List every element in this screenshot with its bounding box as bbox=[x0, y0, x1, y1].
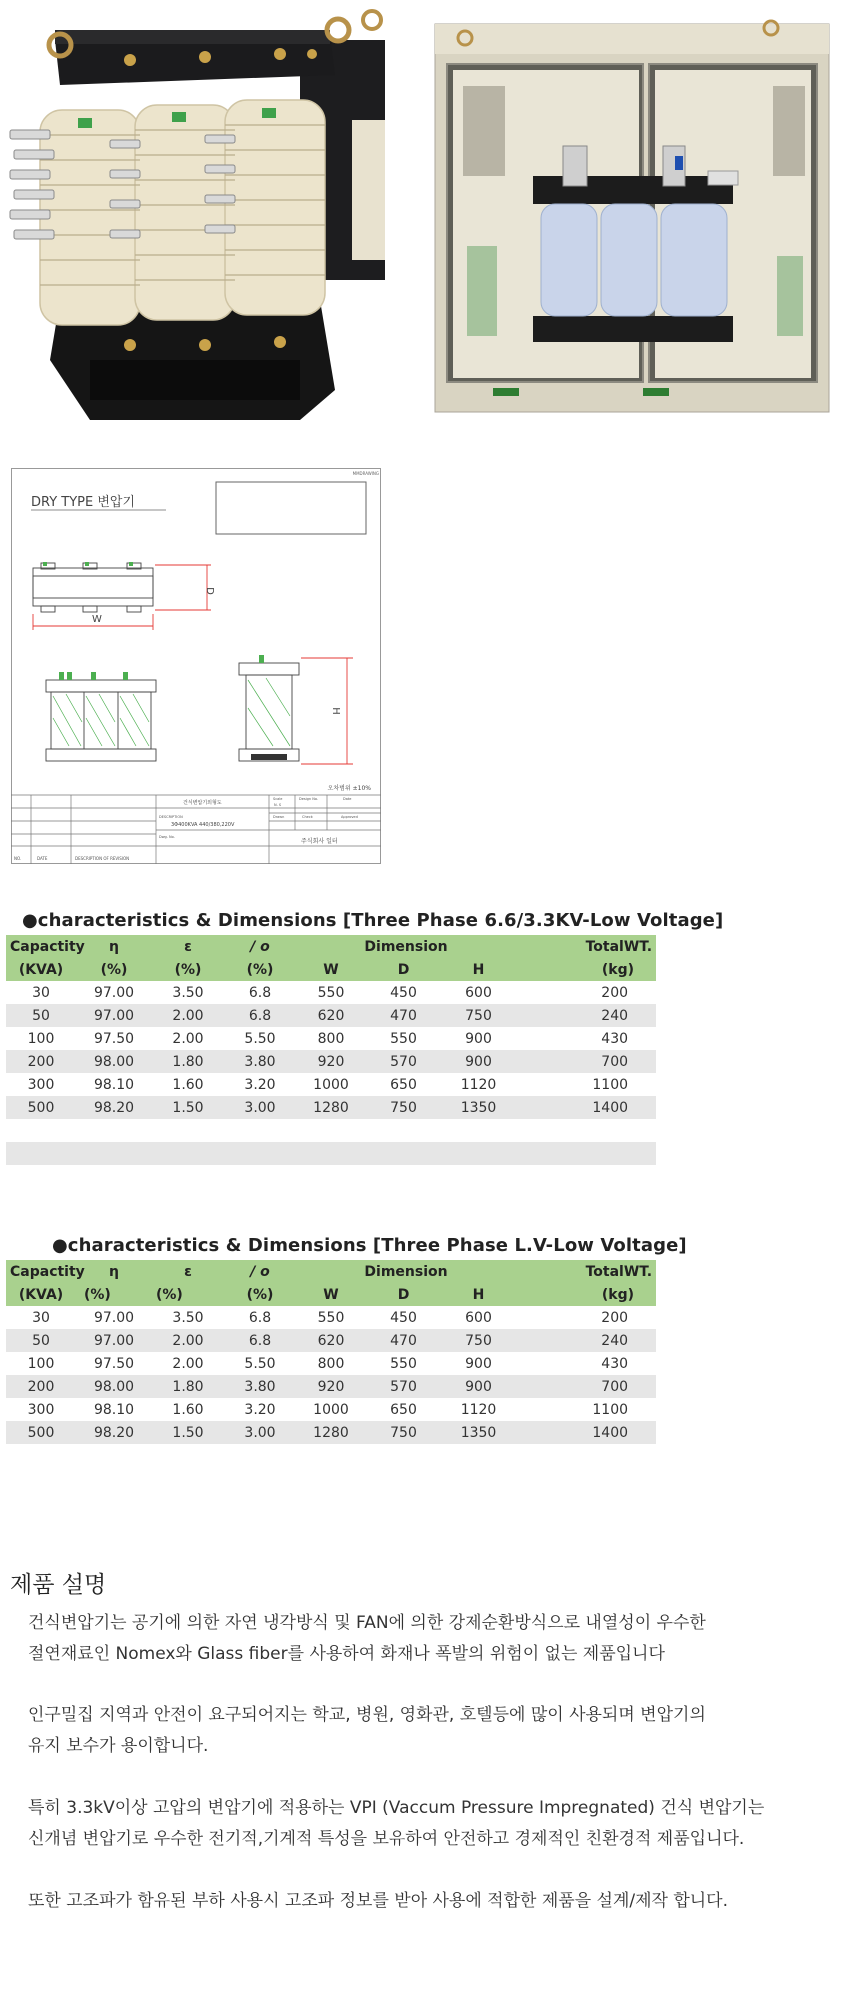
table-cell: 3.00 bbox=[224, 1421, 296, 1444]
table-cell: 200 bbox=[601, 1309, 629, 1326]
unit-w: W bbox=[323, 961, 339, 978]
table-cell: 620 bbox=[296, 1329, 366, 1352]
col-io: / o bbox=[250, 938, 270, 955]
table-cell bbox=[6, 1119, 76, 1142]
table2-title: ●characteristics & Dimensions [Three Phase L.V-Low Voltage] bbox=[52, 1235, 687, 1256]
unit-kva: (KVA) bbox=[18, 961, 64, 978]
table-cell bbox=[441, 1119, 516, 1142]
table-cell bbox=[516, 1142, 656, 1165]
table-cell: 1400 bbox=[516, 1421, 656, 1444]
table-cell: 50 bbox=[6, 1004, 76, 1027]
unit-d: D bbox=[397, 1286, 410, 1303]
table-cell: 6.8 bbox=[248, 984, 272, 1001]
table-cell: 98.20 bbox=[76, 1096, 152, 1119]
table-cell: 900 bbox=[465, 1355, 492, 1372]
table-cell bbox=[76, 1142, 152, 1165]
table-cell: 750 bbox=[441, 1329, 516, 1352]
field-date: Date bbox=[343, 797, 352, 801]
table-cell: 470 bbox=[366, 1329, 441, 1352]
table-cell: 1100 bbox=[592, 1401, 629, 1418]
field-description: DESCRIPTION bbox=[159, 815, 183, 819]
outline-drawing bbox=[11, 468, 381, 864]
unit-pct: (%) bbox=[84, 1286, 111, 1303]
col-impedance: ε bbox=[184, 1263, 192, 1280]
table-cell: 3.20 bbox=[244, 1401, 276, 1418]
table-cell: 100 bbox=[27, 1030, 55, 1047]
table-header-row bbox=[6, 1260, 656, 1283]
unit-pct: (%) bbox=[246, 1286, 274, 1303]
spec-table-lv bbox=[6, 1260, 656, 1444]
table-cell: 300 bbox=[27, 1401, 55, 1418]
table-cell: 750 bbox=[441, 1004, 516, 1027]
unit-kg: (kg) bbox=[601, 1286, 635, 1303]
description-paragraph bbox=[28, 1886, 848, 1917]
table-header-row bbox=[6, 935, 656, 958]
table-cell: 97.50 bbox=[93, 1355, 135, 1372]
table1-title: ●characteristics & Dimensions [Three Phase 6.6/3.3KV-Low Voltage] bbox=[22, 910, 724, 931]
table-cell: 1000 bbox=[313, 1076, 349, 1093]
table-cell: 3.80 bbox=[224, 1375, 296, 1398]
table-cell: 900 bbox=[465, 1030, 492, 1047]
col-impedance: ε bbox=[184, 938, 192, 955]
table-cell: 200 bbox=[6, 1375, 76, 1398]
drawing-title: DRY TYPE 변압기 bbox=[31, 495, 136, 510]
unit-pct: (%) bbox=[156, 1286, 183, 1303]
table-cell: 200 bbox=[601, 984, 629, 1001]
unit-pct: (%) bbox=[246, 961, 274, 978]
field-check: Check bbox=[302, 815, 313, 819]
table-cell: 3.00 bbox=[224, 1096, 296, 1119]
table-cell: 1.60 bbox=[172, 1076, 204, 1093]
table-cell: 1.50 bbox=[152, 1421, 224, 1444]
col-efficiency: η bbox=[109, 938, 119, 955]
table-cell: 600 bbox=[465, 1309, 492, 1326]
table-cell: 430 bbox=[601, 1355, 629, 1372]
col-io: / o bbox=[250, 1263, 270, 1280]
unit-pct: (%) bbox=[174, 961, 202, 978]
transformer-core-photo bbox=[0, 0, 385, 430]
table-cell: 2.00 bbox=[172, 1355, 204, 1372]
table-cell: 6.8 bbox=[224, 1329, 296, 1352]
table-cell: 450 bbox=[390, 984, 417, 1001]
table-cell: 470 bbox=[366, 1004, 441, 1027]
table-row bbox=[6, 1142, 656, 1165]
table-cell: 200 bbox=[6, 1050, 76, 1073]
rev-description: DESCRIPTION OF REVISION bbox=[75, 856, 130, 861]
table-cell bbox=[6, 1142, 76, 1165]
table-cell: 700 bbox=[516, 1375, 656, 1398]
description-paragraph bbox=[28, 1700, 848, 1762]
field-design: Design No. bbox=[299, 797, 319, 801]
table-cell bbox=[441, 1142, 516, 1165]
table-row bbox=[6, 1398, 656, 1421]
dim-d-label: D bbox=[204, 587, 215, 595]
description-paragraph bbox=[28, 1608, 848, 1670]
transformer-cabinet-photo bbox=[433, 16, 831, 414]
dim-h-label: H bbox=[330, 707, 341, 715]
table-cell: 97.50 bbox=[93, 1030, 135, 1047]
spec-table-6kv bbox=[6, 935, 656, 1165]
table-cell: 98.00 bbox=[76, 1050, 152, 1073]
table-cell: 97.00 bbox=[93, 984, 135, 1001]
company-name: 주식회사 일터 bbox=[301, 838, 338, 845]
dim-w-label: W bbox=[92, 614, 102, 625]
table-cell: 800 bbox=[317, 1355, 345, 1372]
table-cell: 97.00 bbox=[76, 1329, 152, 1352]
unit-w: W bbox=[323, 1286, 339, 1303]
table-cell: 1120 bbox=[460, 1076, 497, 1093]
spec-text: 3Φ400KVA 440/380,220V bbox=[171, 822, 235, 828]
description-line: 절연재료인 Nomex와 Glass fiber를 사용하여 화재나 폭발의 위험이 없는 제품입니다 bbox=[28, 1644, 665, 1664]
table-cell bbox=[224, 1119, 296, 1142]
table-cell: 750 bbox=[366, 1421, 441, 1444]
table-cell: 650 bbox=[390, 1401, 417, 1418]
unit-kva: (KVA) bbox=[18, 1286, 64, 1303]
table-cell: 570 bbox=[366, 1375, 441, 1398]
table-cell: 620 bbox=[296, 1004, 366, 1027]
table-unit-row bbox=[6, 1283, 656, 1306]
table-cell: 920 bbox=[296, 1375, 366, 1398]
table-cell bbox=[76, 1119, 152, 1142]
table-cell: 6.8 bbox=[248, 1309, 272, 1326]
col-totalwt: TotalWT. bbox=[585, 1263, 653, 1280]
table-cell: 920 bbox=[296, 1050, 366, 1073]
table-cell: 300 bbox=[27, 1076, 55, 1093]
table-cell: 1100 bbox=[592, 1076, 629, 1093]
table-row bbox=[6, 1027, 656, 1050]
unit-d: D bbox=[397, 961, 410, 978]
table-cell: 550 bbox=[390, 1355, 417, 1372]
table-cell: 550 bbox=[317, 1309, 345, 1326]
table-cell: 650 bbox=[390, 1076, 417, 1093]
col-capacity: Capactity bbox=[10, 938, 85, 955]
description-line: 특히 3.3kV이상 고압의 변압기에 적용하는 VPI (Vaccum Pressure Impregnated) 건식 변압기는 bbox=[28, 1798, 765, 1818]
unit-h: H bbox=[472, 961, 485, 978]
table-cell: 97.00 bbox=[93, 1309, 135, 1326]
table-row bbox=[6, 1352, 656, 1375]
col-totalwt: TotalWT. bbox=[585, 938, 653, 955]
table-cell: 30 bbox=[32, 1309, 50, 1326]
description-line: 또한 고조파가 함유된 부하 사용시 고조파 정보를 받아 사용에 적합한 제품을 설계/제작 합니다. bbox=[28, 1891, 729, 1911]
field-drawn: Drawn bbox=[273, 815, 285, 819]
table-cell: 5.50 bbox=[244, 1355, 276, 1372]
table-cell bbox=[366, 1119, 441, 1142]
table-cell: 1400 bbox=[516, 1096, 656, 1119]
table-cell: 6.8 bbox=[224, 1004, 296, 1027]
table-cell: 1.50 bbox=[152, 1096, 224, 1119]
tolerance-note: 오차범위 ±10% bbox=[327, 785, 371, 792]
table-cell: 100 bbox=[27, 1355, 55, 1372]
description-line: 건식변압기는 공기에 의한 자연 냉각방식 및 FAN에 의한 강제순환방식으로 내열성이 우수한 bbox=[28, 1613, 706, 1633]
table-cell: 98.10 bbox=[93, 1401, 135, 1418]
table-cell bbox=[366, 1142, 441, 1165]
table-cell: 900 bbox=[441, 1050, 516, 1073]
table-cell: 3.50 bbox=[172, 984, 204, 1001]
table-cell: 98.00 bbox=[76, 1375, 152, 1398]
table-unit-row bbox=[6, 958, 656, 981]
table-cell: 2.00 bbox=[152, 1004, 224, 1027]
col-dimension: Dimension bbox=[364, 1263, 448, 1280]
rev-no: NO. bbox=[14, 856, 22, 861]
doc-number: MMDRAWING bbox=[352, 471, 379, 476]
drawing-name: 건식변압기외형도 bbox=[183, 800, 222, 806]
table-cell: 98.20 bbox=[76, 1421, 152, 1444]
table-row bbox=[6, 1329, 656, 1352]
description-title: 제품 설명 bbox=[10, 1572, 107, 1598]
table-cell: 1280 bbox=[296, 1421, 366, 1444]
table-cell bbox=[152, 1119, 224, 1142]
table-row bbox=[6, 1004, 656, 1027]
rev-date: DATE bbox=[37, 856, 48, 861]
table-cell: 700 bbox=[516, 1050, 656, 1073]
table-cell: 750 bbox=[366, 1096, 441, 1119]
table-cell: 900 bbox=[441, 1375, 516, 1398]
col-dimension: Dimension bbox=[364, 938, 448, 955]
table-cell: 600 bbox=[465, 984, 492, 1001]
table-cell: 30 bbox=[32, 984, 50, 1001]
table-cell: 430 bbox=[601, 1030, 629, 1047]
table-cell bbox=[516, 1119, 656, 1142]
table-cell: 5.50 bbox=[244, 1030, 276, 1047]
description-line: 인구밀집 지역과 안전이 요구되어지는 학교, 병원, 영화관, 호텔등에 많이 사용되며 변압기의 bbox=[28, 1705, 706, 1725]
table-cell: 1120 bbox=[460, 1401, 497, 1418]
table-cell: 500 bbox=[6, 1421, 76, 1444]
table-cell: 50 bbox=[6, 1329, 76, 1352]
table-cell: 1280 bbox=[296, 1096, 366, 1119]
col-capacity: Capactity bbox=[10, 1263, 85, 1280]
table-cell: 500 bbox=[6, 1096, 76, 1119]
table-cell: 2.00 bbox=[172, 1030, 204, 1047]
table-cell: 2.00 bbox=[152, 1329, 224, 1352]
table-row bbox=[6, 1375, 656, 1398]
table-cell: 1350 bbox=[441, 1096, 516, 1119]
description-paragraph bbox=[28, 1793, 848, 1855]
description-line: 유지 보수가 용이합니다. bbox=[28, 1736, 209, 1756]
table-row bbox=[6, 981, 656, 1004]
unit-kg: (kg) bbox=[601, 961, 635, 978]
table-cell: 240 bbox=[516, 1004, 656, 1027]
table-cell bbox=[296, 1119, 366, 1142]
table-cell: 1350 bbox=[441, 1421, 516, 1444]
table-cell: 97.00 bbox=[76, 1004, 152, 1027]
table-cell: 3.50 bbox=[172, 1309, 204, 1326]
field-ns: N. S bbox=[274, 803, 282, 807]
table-row bbox=[6, 1119, 656, 1142]
table-cell: 1000 bbox=[313, 1401, 349, 1418]
field-approved: Approved bbox=[341, 815, 358, 819]
table-cell: 550 bbox=[390, 1030, 417, 1047]
table-cell: 450 bbox=[390, 1309, 417, 1326]
table-row bbox=[6, 1073, 656, 1096]
table-row bbox=[6, 1096, 656, 1119]
table-cell: 800 bbox=[317, 1030, 345, 1047]
table-cell bbox=[224, 1142, 296, 1165]
table-cell: 1.60 bbox=[172, 1401, 204, 1418]
table-row bbox=[6, 1306, 656, 1329]
table-row bbox=[6, 1421, 656, 1444]
table-cell: 570 bbox=[366, 1050, 441, 1073]
table-cell: 1.80 bbox=[152, 1050, 224, 1073]
table-cell bbox=[152, 1142, 224, 1165]
col-efficiency: η bbox=[109, 1263, 119, 1280]
table-cell: 98.10 bbox=[93, 1076, 135, 1093]
field-scale: Scale bbox=[273, 797, 283, 801]
table-row bbox=[6, 1050, 656, 1073]
table-cell: 3.20 bbox=[244, 1076, 276, 1093]
description-line: 신개념 변압기로 우수한 전기적,기계적 특성을 보유하여 안전하고 경제적인 친환경적 제품입니다. bbox=[28, 1829, 745, 1849]
table-cell: 240 bbox=[516, 1329, 656, 1352]
unit-h: H bbox=[472, 1286, 485, 1303]
table-cell: 1.80 bbox=[152, 1375, 224, 1398]
table-cell bbox=[296, 1142, 366, 1165]
table-cell: 3.80 bbox=[224, 1050, 296, 1073]
field-dwgno: Dwg. No. bbox=[159, 835, 175, 839]
table-cell: 550 bbox=[317, 984, 345, 1001]
unit-pct: (%) bbox=[100, 961, 128, 978]
